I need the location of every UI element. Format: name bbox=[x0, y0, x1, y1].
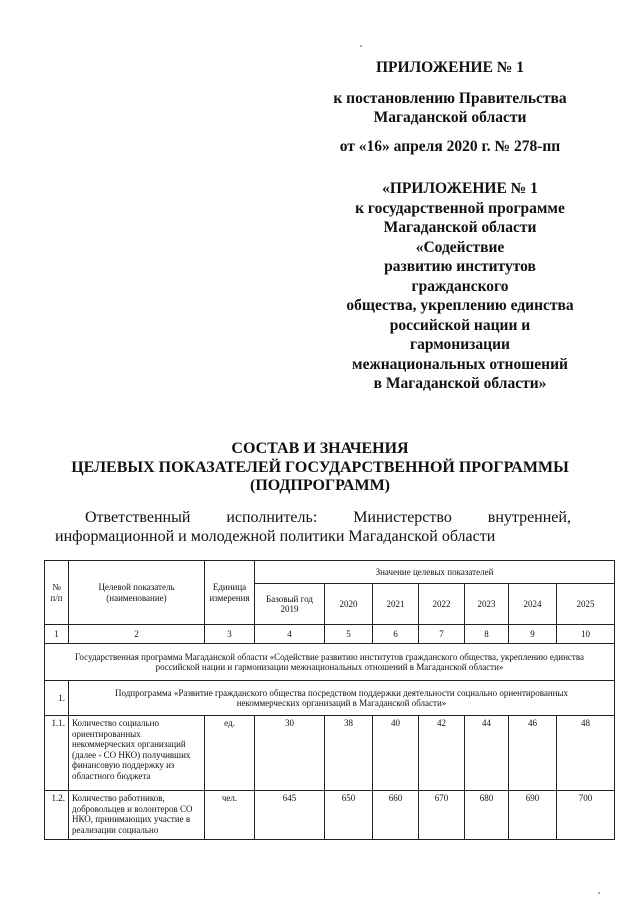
row-value: 30 bbox=[255, 716, 325, 791]
row-value: 44 bbox=[465, 716, 509, 791]
row-num: 1.1. bbox=[45, 716, 69, 791]
row-value: 670 bbox=[419, 791, 465, 840]
table-row bbox=[45, 791, 615, 840]
row-value: 48 bbox=[557, 716, 615, 791]
column-number: 1 bbox=[45, 625, 69, 644]
scan-speck bbox=[360, 45, 362, 47]
column-number: 9 bbox=[509, 625, 557, 644]
header-year: 2021 bbox=[373, 584, 419, 625]
document-title bbox=[60, 440, 580, 496]
appendix-line-1: к постановлению Правительства bbox=[333, 90, 567, 107]
header-num: № п/п bbox=[45, 561, 69, 625]
header-values-group: Значение целевых показателей bbox=[255, 561, 615, 584]
appendix-line-2: Магаданской области bbox=[373, 109, 527, 126]
row-value: 650 bbox=[325, 791, 373, 840]
program-appendix-line: «ПРИЛОЖЕНИЕ № 1 bbox=[382, 180, 538, 197]
column-number: 3 bbox=[205, 625, 255, 644]
header-indicator: Целевой показатель (наименование) bbox=[69, 561, 205, 625]
row-value: 42 bbox=[419, 716, 465, 791]
program-appendix-line: к государственной программе bbox=[355, 199, 565, 217]
row-unit: ед. bbox=[205, 716, 255, 791]
column-number: 4 bbox=[255, 625, 325, 644]
header-unit: Единица измерения bbox=[205, 561, 255, 625]
table-header-row bbox=[45, 561, 615, 584]
program-appendix-line: Магаданской области bbox=[383, 219, 537, 236]
row-value: 38 bbox=[325, 716, 373, 791]
row-num: 1.2. bbox=[45, 791, 69, 840]
program-row bbox=[45, 644, 615, 681]
row-value: 645 bbox=[255, 791, 325, 840]
program-row-text: Государственная программа Магаданской области «Содействие развитию институтов гражданского общества, укреплению единства российской нации и гармонизации межнациональных отношений в Магаданской области» bbox=[45, 644, 615, 681]
header-year: 2022 bbox=[419, 584, 465, 625]
column-number: 8 bbox=[465, 625, 509, 644]
row-value: 40 bbox=[373, 716, 419, 791]
row-indicator: Количество социально ориентированных некоммерческих организаций (далее - СО НКО) получивших финансовую поддержку из областного бюджета bbox=[69, 716, 205, 791]
responsible-word: исполнитель: bbox=[226, 509, 318, 526]
column-number: 6 bbox=[373, 625, 419, 644]
responsible-word: Министерство bbox=[353, 509, 452, 526]
header-year: 2025 bbox=[557, 584, 615, 625]
header-base-year: Базовый год 2019 bbox=[255, 584, 325, 625]
responsible-line-2: информационной и молодежной политики Магаданской области bbox=[55, 528, 496, 545]
table-row bbox=[45, 716, 615, 791]
program-appendix-line: межнациональных отношений bbox=[352, 355, 568, 373]
responsible-word: Ответственный bbox=[85, 509, 191, 526]
row-indicator: Количество работников, добровольцев и волонтеров СО НКО, принимающих участие в реализации социально bbox=[69, 791, 205, 840]
appendix-date-line: от «16» апреля 2020 г. № 278-пп bbox=[339, 138, 561, 155]
program-appendix-line: «Содействие bbox=[415, 238, 505, 256]
row-value: 660 bbox=[373, 791, 419, 840]
document-title-line-2: ЦЕЛЕВЫХ ПОКАЗАТЕЛЕЙ ГОСУДАРСТВЕННОЙ ПРОГРАММЫ bbox=[71, 458, 569, 476]
subprogram-row bbox=[45, 681, 615, 716]
document-title-line-1: СОСТАВ И ЗНАЧЕНИЯ bbox=[231, 440, 409, 457]
program-appendix-block bbox=[310, 179, 610, 394]
program-appendix-line: гармонизации bbox=[410, 336, 510, 353]
column-number: 5 bbox=[325, 625, 373, 644]
row-value: 680 bbox=[465, 791, 509, 840]
column-number: 2 bbox=[69, 625, 205, 644]
program-appendix-line: развитию институтов bbox=[384, 258, 536, 275]
program-appendix-line: общества, укреплению единства bbox=[346, 297, 574, 314]
document-title-line-3: (ПОДПРОГРАММ) bbox=[250, 477, 390, 494]
indicators-table bbox=[44, 560, 615, 840]
program-appendix-line: в Магаданской области» bbox=[373, 375, 547, 392]
program-appendix-line: российской нации и bbox=[389, 316, 531, 334]
row-value: 46 bbox=[509, 716, 557, 791]
responsible-executor bbox=[55, 508, 571, 546]
appendix-title: ПРИЛОЖЕНИЕ № 1 bbox=[376, 59, 524, 76]
row-value: 700 bbox=[557, 791, 615, 840]
row-value: 690 bbox=[509, 791, 557, 840]
scan-speck bbox=[598, 892, 600, 894]
appendix-header bbox=[300, 58, 600, 156]
responsible-word: внутренней, bbox=[487, 509, 571, 526]
row-unit: чел. bbox=[205, 791, 255, 840]
header-year: 2023 bbox=[465, 584, 509, 625]
subprogram-num: 1. bbox=[45, 681, 69, 716]
column-numbers-row bbox=[45, 625, 615, 644]
header-year: 2020 bbox=[325, 584, 373, 625]
header-year: 2024 bbox=[509, 584, 557, 625]
column-number: 10 bbox=[557, 625, 615, 644]
program-appendix-line: гражданского bbox=[411, 277, 509, 295]
subprogram-text: Подпрограмма «Развитие гражданского общества посредством поддержки деятельности социально ориентированных некоммерческих организаций в Магаданской области» bbox=[69, 681, 615, 716]
column-number: 7 bbox=[419, 625, 465, 644]
